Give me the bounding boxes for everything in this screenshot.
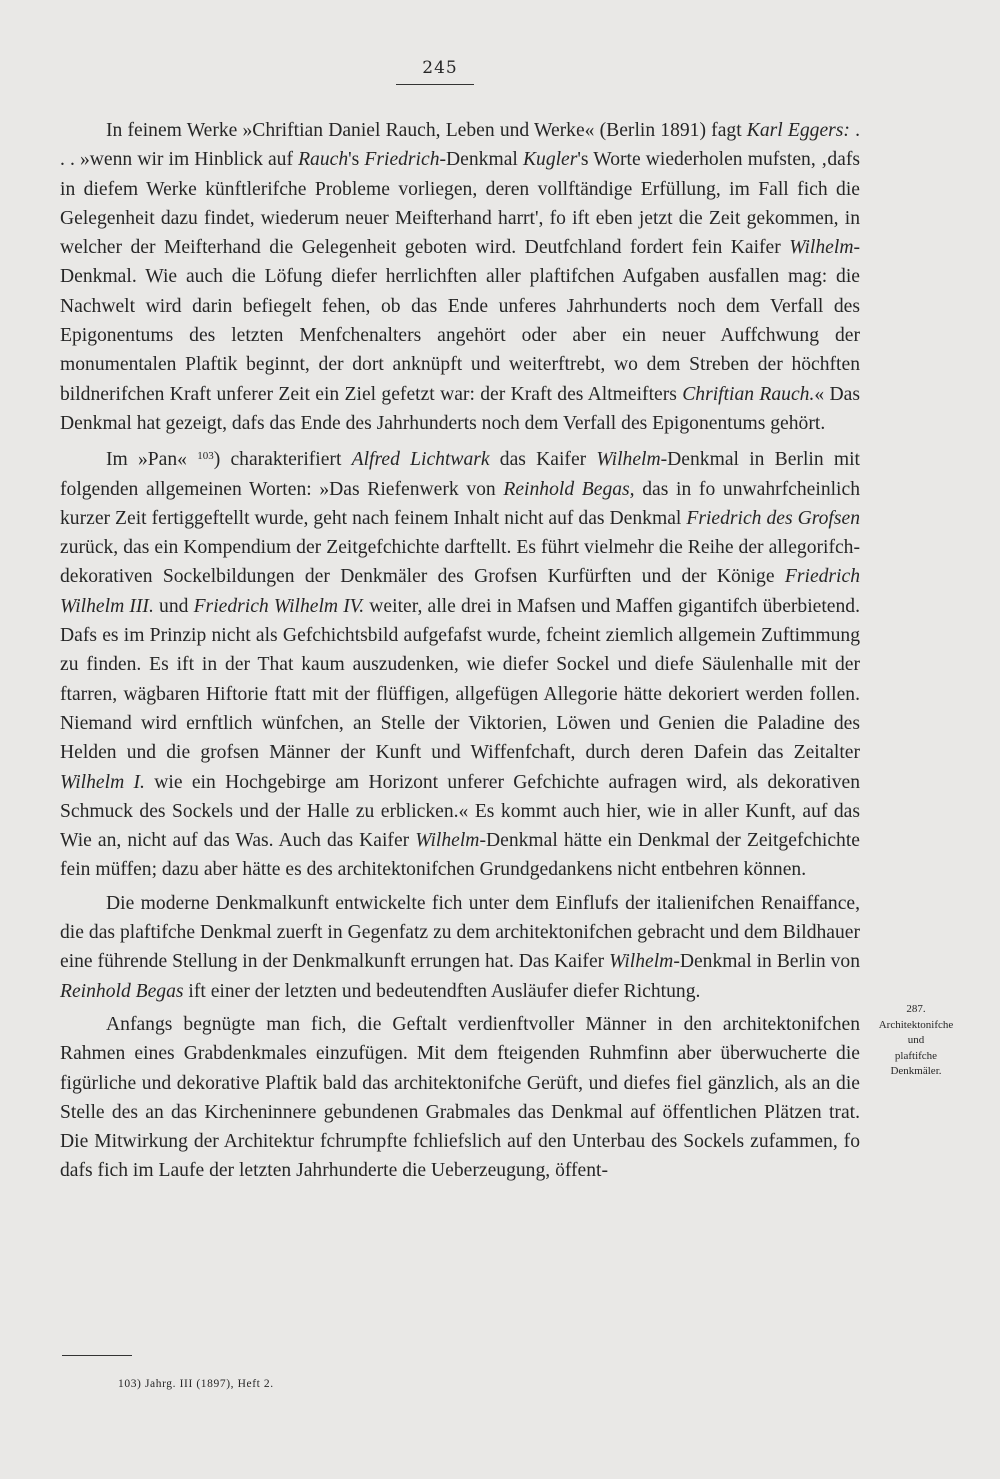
page-number: 245 xyxy=(422,58,458,78)
italic-name: Friedrich des Grofsen xyxy=(686,507,860,529)
marginal-note-line: Denkmäler. xyxy=(890,1065,942,1077)
marginal-note-line: und xyxy=(907,1034,925,1046)
italic-name: Wilhelm I. xyxy=(60,771,145,793)
italic-name: Reinhold Begas, xyxy=(503,478,635,500)
italic-name: Friedrich Wilhelm IV. xyxy=(193,595,365,617)
italic-name: Chriftian Rauch. xyxy=(682,383,815,405)
italic-name: Karl Eggers: xyxy=(746,120,850,141)
paragraph-2: Im »Pan« $^{103}$) charakterifiert Alfred Lichtwark das Kaifer Wilhelm-Denkmal in Berlin mit folgenden allgemeinen Worten: »Das Riefenwerk von Reinhold Begas, das in fo unwahrfcheinlich kurzer Zeit fertiggeftellt wurde, geht nach feinem Inhalt nicht auf das Denkmal Friedrich des Grofsen zurück, das ein Kompendium der Zeitgefchichte darftellt. Es führt vielmehr die Reihe der allegorifch-dekorativen Sockelbildungen der Denkmäler des Grofsen Kurfürften und der Könige Friedrich Wilhelm III. und Friedrich Wilhelm IV. weiter, alle drei in Mafsen und Maffen gigantifch überbietend. Dafs es im Prinzip nicht als Gefchichtsbild aufgefafst wurde, fcheint ziemlich allgemein Zuftimmung zu finden. Es ift in der That kaum auszudenken, wie diefer Sockel und diefe Säulenhalle mit der ftarren, wägbaren Hiftorie ftatt mit der flüffigen, allgefügen Allegorie hätte dekoriert werden follen. Niemand wird ernftlich wünfchen, an Stelle der Viktorien, Löwen und Genien die Paladine des Helden und die grofsen Männer der Kunft und Wiffenfchaft, durch deren Dafein das Zeitalter Wilhelm I. wie ein Hochgebirge am Horizont unferer Gefchichte aufragen wird, als dekorativen Schmuck des Sockels und der Halle zu erblicken.« Es kommt auch hier, wie in aller Kunft, auf das Wie an, nicht auf das Was. Auch das Kaifer Wilhelm-Denkmal hätte ein Denkmal der Zeitgefchichte fein müffen; dazu aber hätte es des architektonifchen Grundgedankens nicht entbehren können. xyxy=(60,449,861,881)
footnote-reference: 103 xyxy=(197,450,214,463)
italic-name: Friedrich Wilhelm III. xyxy=(60,566,860,617)
italic-name: Wilhelm xyxy=(415,830,480,852)
marginal-note-number: 287. xyxy=(906,1003,926,1015)
italic-name: Reinhold Begas xyxy=(60,980,184,1002)
italic-name: Kugler xyxy=(522,149,578,171)
marginal-note-line: Architektonifche xyxy=(878,1018,954,1031)
italic-name: Wilhelm xyxy=(789,237,854,259)
paragraph-4: Anfangs begnügte man fich, die Geftalt verdienftvoller Männer in den architektonifchen Rahmen eines Grabdenkmales einzufügen. Mit dem fteigenden Ruhmfinn aber überwucherte die figürliche und dekorative Plaftik bald das architektonifche Gerüft, und diefes fiel gänzlich, als an die Stelle des an das Kircheninnere gebundenen Grabmales das Denkmal auf öffentlichen Plätzen trat. Die Mitwirkung der Architektur fchrumpfte fchliefslich auf den Unterbau des Sockels zufammen, fo dafs fich im Laufe der letzten Jahrhunderte die Ueberzeugung, öffent- xyxy=(60,1013,860,1182)
marginal-note-line: plaftifche xyxy=(894,1049,938,1062)
footnote-rule xyxy=(62,1355,132,1356)
marginal-note xyxy=(866,1002,966,1080)
italic-name: Wilhelm xyxy=(596,449,661,471)
italic-name: Rauch xyxy=(298,149,349,171)
header-rule xyxy=(396,84,474,85)
footnote: 103) Jahrg. III (1897), Heft 2. xyxy=(118,1378,274,1390)
italic-name: Alfred Lichtwark xyxy=(351,449,490,471)
italic-name: Friedrich xyxy=(364,149,440,171)
italic-name: Wilhelm xyxy=(609,951,674,973)
paragraph-3: Die moderne Denkmalkunft entwickelte fich unter dem Einflufs der italienifchen Renaiffance, die das plaftifche Denkmal zuerft in Gegenfatz zu dem architektonifchen gebracht und dem Bildhauer eine führende Stellung in der Denkmalkunft errungen hat. Das Kaifer Wilhelm-Denkmal in Berlin von Reinhold Begas ift einer der letzten und bedeutendften Ausläufer diefer Richtung. xyxy=(60,892,860,1002)
body-text xyxy=(60,116,860,1186)
paragraph-1: In feinem Werke »Chriftian Daniel Rauch, Leben und Werke« (Berlin 1891) fagt Karl Eggers: . . . »wenn wir im Hinblick auf Rauch's Friedrich-Denkmal Kugler's Worte wiederholen mufsten, ‚dafs in diefem Werke künftlerifche Probleme vorliegen, deren vollftändige Erfüllung, im Fall fich die Gelegenheit dazu findet, wiederum neuer Meifterhand harrt', fo ift eben jetzt die Zeit gekommen, in welcher der Meifterhand die Gelegenheit geboten wird. Deutfchland fordert fein Kaifer Wilhelm-Denkmal. Wie auch die Löfung diefer herrlichften aller plaftifchen Aufgaben ausfallen mag: die Nachwelt wird darin befiegelt fehen, ob das Ende unferes Jahrhunderts noch dem Verfall des Epigonentums des letzten Menfchenalters angehört oder aber ein neuer Auffchwung der monumentalen Plaftik beginnt, der dort anknüpft und weiterftrebt, wo dem Streben der höchften bildnerifchen Kraft unferer Zeit ein Ziel gefetzt war: der Kraft des Altmeifters Chriftian Rauch.« Das Denkmal hat gezeigt, dafs das Ende des Jahrhunderts noch dem Verfall des Epigonentums gehört. xyxy=(60,120,860,434)
